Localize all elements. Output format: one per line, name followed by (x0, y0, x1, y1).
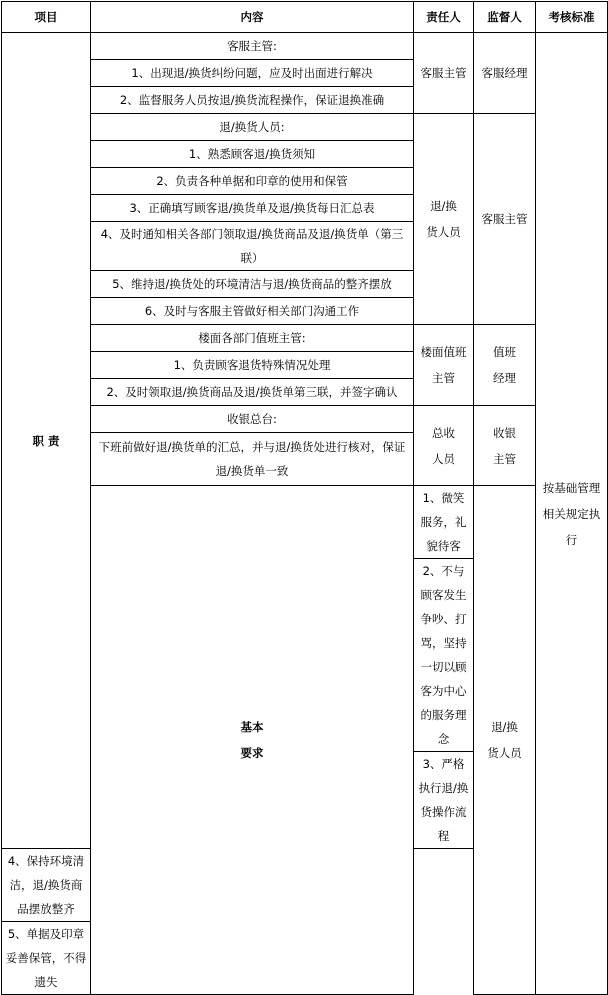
header-supervisor: 监督人 (474, 2, 536, 33)
supervisor-cell: 收银主管 (474, 406, 536, 486)
header-item: 项目 (2, 2, 91, 33)
content-cell: 2、负责各种单据和印章的使用和保管 (91, 168, 414, 195)
group-title: 楼面各部门值班主管: (91, 325, 414, 352)
supervisor-cell: 值班经理 (474, 325, 536, 406)
standard-cell: 按基础管理相关规定执行 (536, 33, 608, 995)
header-row (2, 2, 608, 33)
content-cell: 1、出现退/换货纠纷问题，应及时出面进行解决 (91, 60, 414, 87)
table-row (2, 325, 608, 352)
content-cell: 3、严格执行退/换货操作流程 (414, 752, 474, 849)
responsible-cell: 总收人员 (414, 406, 474, 486)
group-title: 退/换货人员: (91, 114, 414, 141)
responsible-cell: 退/换货人员 (474, 486, 536, 995)
content-cell: 1、微笑服务，礼貌待客 (414, 486, 474, 559)
content-cell: 2、监督服务人员按退/换货流程操作，保证退换准确 (91, 87, 414, 114)
header-standard: 考核标准 (536, 2, 608, 33)
content-cell: 4、保持环境清洁，退/换货商品摆放整齐 (2, 849, 91, 922)
category-duties: 职 责 (2, 33, 91, 849)
content-cell: 下班前做好退/换货单的汇总，并与退/换货处进行核对，保证退/换货单一致 (91, 433, 414, 486)
table-row (2, 114, 608, 141)
responsible-cell: 退/换货人员 (414, 114, 474, 325)
responsible-cell: 楼面值班主管 (414, 325, 474, 406)
header-content: 内容 (91, 2, 414, 33)
group-title: 收银总台: (91, 406, 414, 433)
group-title: 客服主管: (91, 33, 414, 60)
category-requirements: 基本要求 (91, 486, 414, 995)
content-cell: 2、及时领取退/换货商品及退/换货单第三联，并签字确认 (91, 379, 414, 406)
content-cell: 5、单据及印章妥善保管，不得遗失 (2, 922, 91, 995)
content-cell: 4、及时通知相关各部门领取退/换货商品及退/换货单（第三联） (91, 222, 414, 271)
supervisor-cell: 客服主管 (474, 114, 536, 325)
content-cell: 2、不与顾客发生争吵、打骂，坚持一切以顾客为中心的服务理念 (414, 559, 474, 752)
duty-table (1, 1, 608, 995)
table-row (2, 406, 608, 433)
content-cell: 1、熟悉顾客退/换货须知 (91, 141, 414, 168)
responsible-cell: 客服主管 (414, 33, 474, 114)
supervisor-cell: 客服经理 (474, 33, 536, 114)
table-row (2, 33, 608, 60)
header-responsible: 责任人 (414, 2, 474, 33)
content-cell: 1、负责顾客退货特殊情况处理 (91, 352, 414, 379)
content-cell: 3、正确填写顾客退/换货单及退/换货每日汇总表 (91, 195, 414, 222)
content-cell: 6、及时与客服主管做好相关部门沟通工作 (91, 298, 414, 325)
content-cell: 5、维持退/换货处的环境清洁与退/换货商品的整齐摆放 (91, 271, 414, 298)
table-row (2, 486, 608, 559)
